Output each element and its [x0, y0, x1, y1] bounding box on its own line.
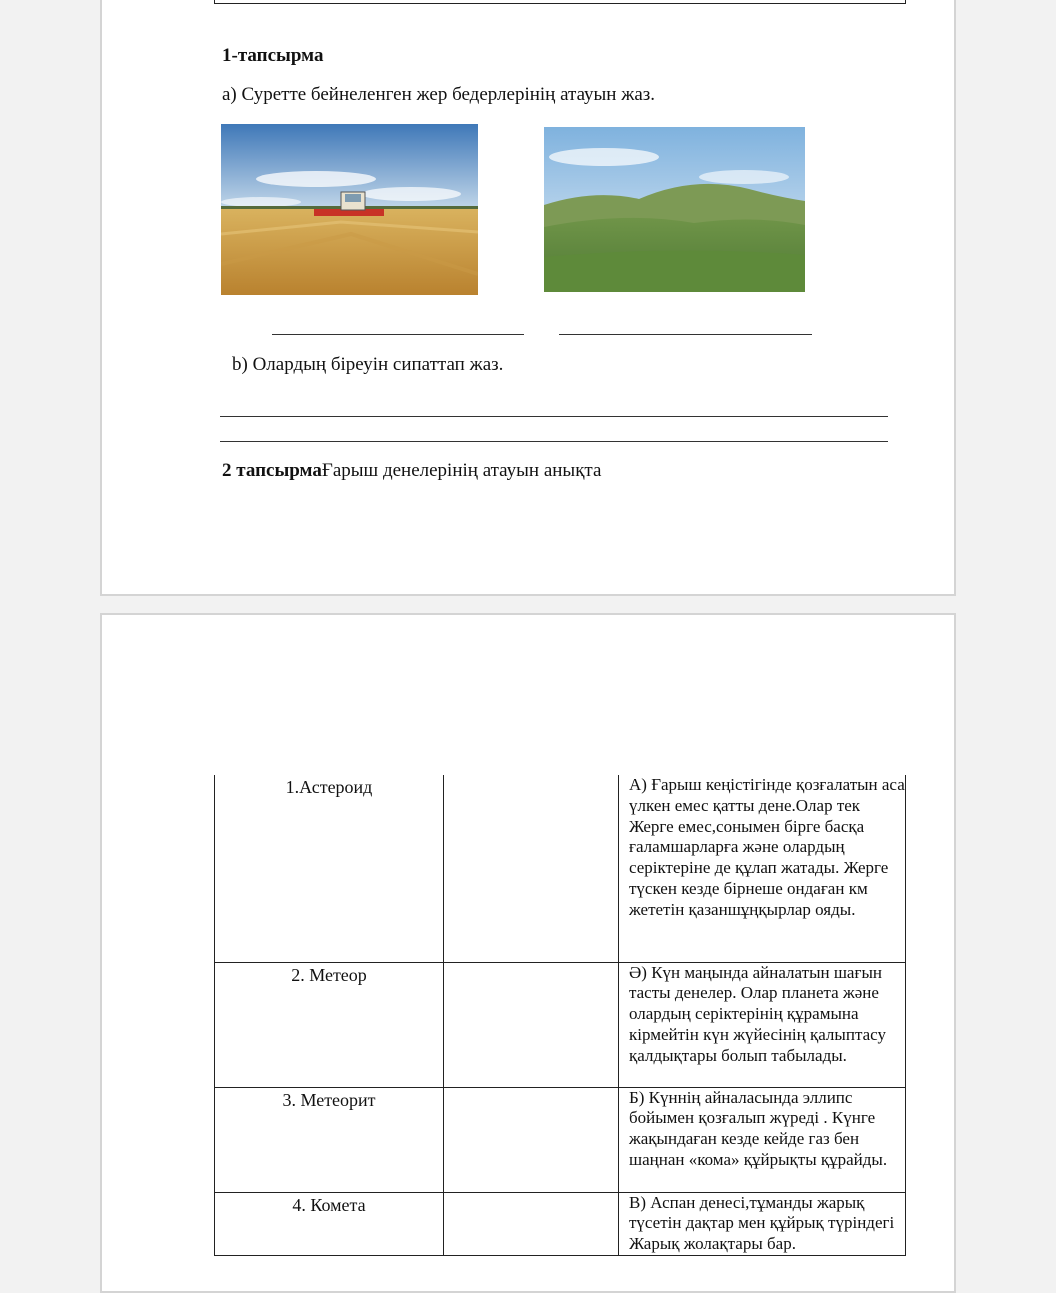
- task1-part-a: а) Суретте бейнеленген жер бедерлерінің атауын жаз.: [222, 84, 656, 105]
- worksheet-page-1: [100, 0, 956, 596]
- term-cell: 1.Астероид: [215, 775, 444, 962]
- matching-table: [214, 775, 906, 1256]
- wheat-field-harvester-photo: [221, 124, 478, 295]
- definition-cell: А) Ғарыш кеңістігінде қозғалатын аса үлкен емес қатты дене.Олар тек Жерге емес,сонымен бірге басқа ғаламшарларға және олардың серіктеріне де құлап жатады. Жерге түскен кезде бірнеше ондаған км жететін қазаншұңқырлар ояды.: [619, 775, 906, 962]
- answer-line-1[interactable]: [272, 334, 524, 335]
- table-row: [215, 1087, 906, 1192]
- answer-line-4[interactable]: [220, 441, 888, 442]
- previous-table-bottom-edge: [214, 0, 906, 4]
- definition-cell: В) Аспан денесі,тұманды жарық түсетін дақтар мен құйрық түріндегі Жарық жолақтары бар.: [619, 1192, 906, 1255]
- green-hills-steppe-photo: [544, 127, 805, 292]
- table-row: [215, 1192, 906, 1255]
- answer-line-3[interactable]: [220, 416, 888, 417]
- table-row: [215, 775, 906, 962]
- task2-title-bold: 2 тапсырма: [222, 460, 322, 481]
- worksheet-page-2: [100, 613, 956, 1293]
- term-cell: 2. Метеор: [215, 962, 444, 1087]
- answer-cell[interactable]: [444, 1192, 619, 1255]
- term-cell: 3. Метеорит: [215, 1087, 444, 1192]
- answer-cell[interactable]: [444, 775, 619, 962]
- task1-part-b: b) Олардың біреуін сипаттап жаз.: [232, 354, 504, 375]
- answer-cell[interactable]: [444, 1087, 619, 1192]
- answer-cell[interactable]: [444, 962, 619, 1087]
- task2-title: [222, 460, 601, 482]
- term-cell: 4. Комета: [215, 1192, 444, 1255]
- task2-title-rest: Ғарыш денелерінің атауын анықта: [321, 460, 602, 481]
- definition-cell: Ә) Күн маңында айналатын шағын тасты денелер. Олар планета және олардың серіктерінің құрамына кірмейтін күн жүйесінің қалыптасу қалдықтары болып табылады.: [619, 962, 906, 1087]
- answer-line-2[interactable]: [559, 334, 812, 335]
- definition-cell: Б) Күннің айналасында эллипс бойымен қозғалып жүреді . Күнге жақындаған кезде кейде газ бен шаңнан «кома» құйрықты құрайды.: [619, 1087, 906, 1192]
- task1-title: 1-тапсырма: [222, 45, 324, 66]
- table-row: [215, 962, 906, 1087]
